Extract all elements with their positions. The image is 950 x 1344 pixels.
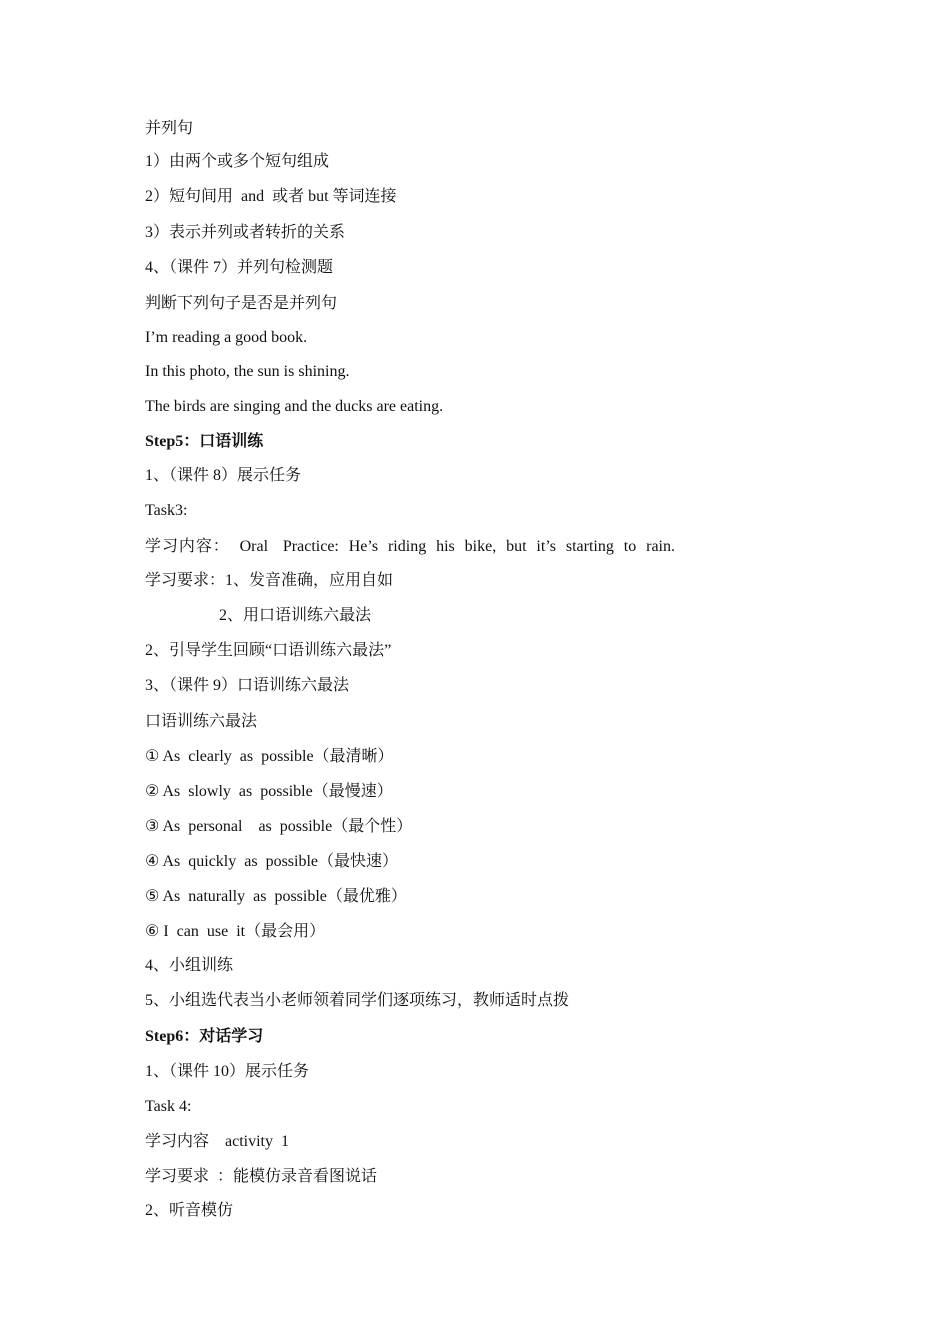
method-item: ② As slowly as possible（最慢速） xyxy=(145,783,393,800)
list-item: 1、（课件 10）展示任务 xyxy=(145,1063,310,1080)
example-sentence: In this photo, the sun is shining. xyxy=(145,363,350,380)
list-item: 3、（课件 9）口语训练六最法 xyxy=(145,677,350,694)
list-item: 5、小组选代表当小老师领着同学们逐项练习，教师适时点拨 xyxy=(145,992,570,1009)
step6-heading: Step6：对话学习 xyxy=(145,1028,264,1045)
task-label: Task 4: xyxy=(145,1098,192,1115)
list-item: 2、听音模仿 xyxy=(145,1202,234,1219)
learning-requirements-continued: 2、用口语训练六最法 xyxy=(219,607,372,624)
task-label: Task3: xyxy=(145,502,188,519)
list-item: 1、（课件 8）展示任务 xyxy=(145,467,302,484)
list-item: 2）短句间用 and 或者 but 等词连接 xyxy=(145,188,397,205)
example-sentence: I’m reading a good book. xyxy=(145,329,308,346)
method-item: ③ As personal as possible（最个性） xyxy=(145,818,413,835)
step5-heading: Step5：口语训练 xyxy=(145,433,264,450)
list-item: 1）由两个或多个短句组成 xyxy=(145,153,330,170)
method-item: ⑥ I can use it（最会用） xyxy=(145,923,326,940)
heading-coordinate-sentence: 并列句 xyxy=(145,120,194,137)
list-item: 2、引导学生回顾“口语训练六最法” xyxy=(145,642,392,659)
paragraph: 口语训练六最法 xyxy=(145,713,258,730)
list-item: 4、小组训练 xyxy=(145,957,234,974)
learning-requirements: 学习要求 ：能模仿录音看图说话 xyxy=(145,1168,378,1185)
method-item: ⑤ As naturally as possible（最优雅） xyxy=(145,888,407,905)
learning-content: 学习内容 activity 1 xyxy=(145,1133,289,1150)
method-item: ④ As quickly as possible（最快速） xyxy=(145,853,399,870)
example-sentence: The birds are singing and the ducks are eating. xyxy=(145,398,444,415)
learning-content: 学习内容： Oral Practice: He’s riding his bike, but it’s starting to rain. xyxy=(145,538,675,555)
paragraph: 判断下列句子是否是并列句 xyxy=(145,295,338,312)
learning-requirements: 学习要求：1、发音准确，应用自如 xyxy=(145,572,394,589)
list-item: 4、（课件 7）并列句检测题 xyxy=(145,259,334,276)
list-item: 3）表示并列或者转折的关系 xyxy=(145,224,346,241)
method-item: ① As clearly as possible（最清晰） xyxy=(145,748,394,765)
